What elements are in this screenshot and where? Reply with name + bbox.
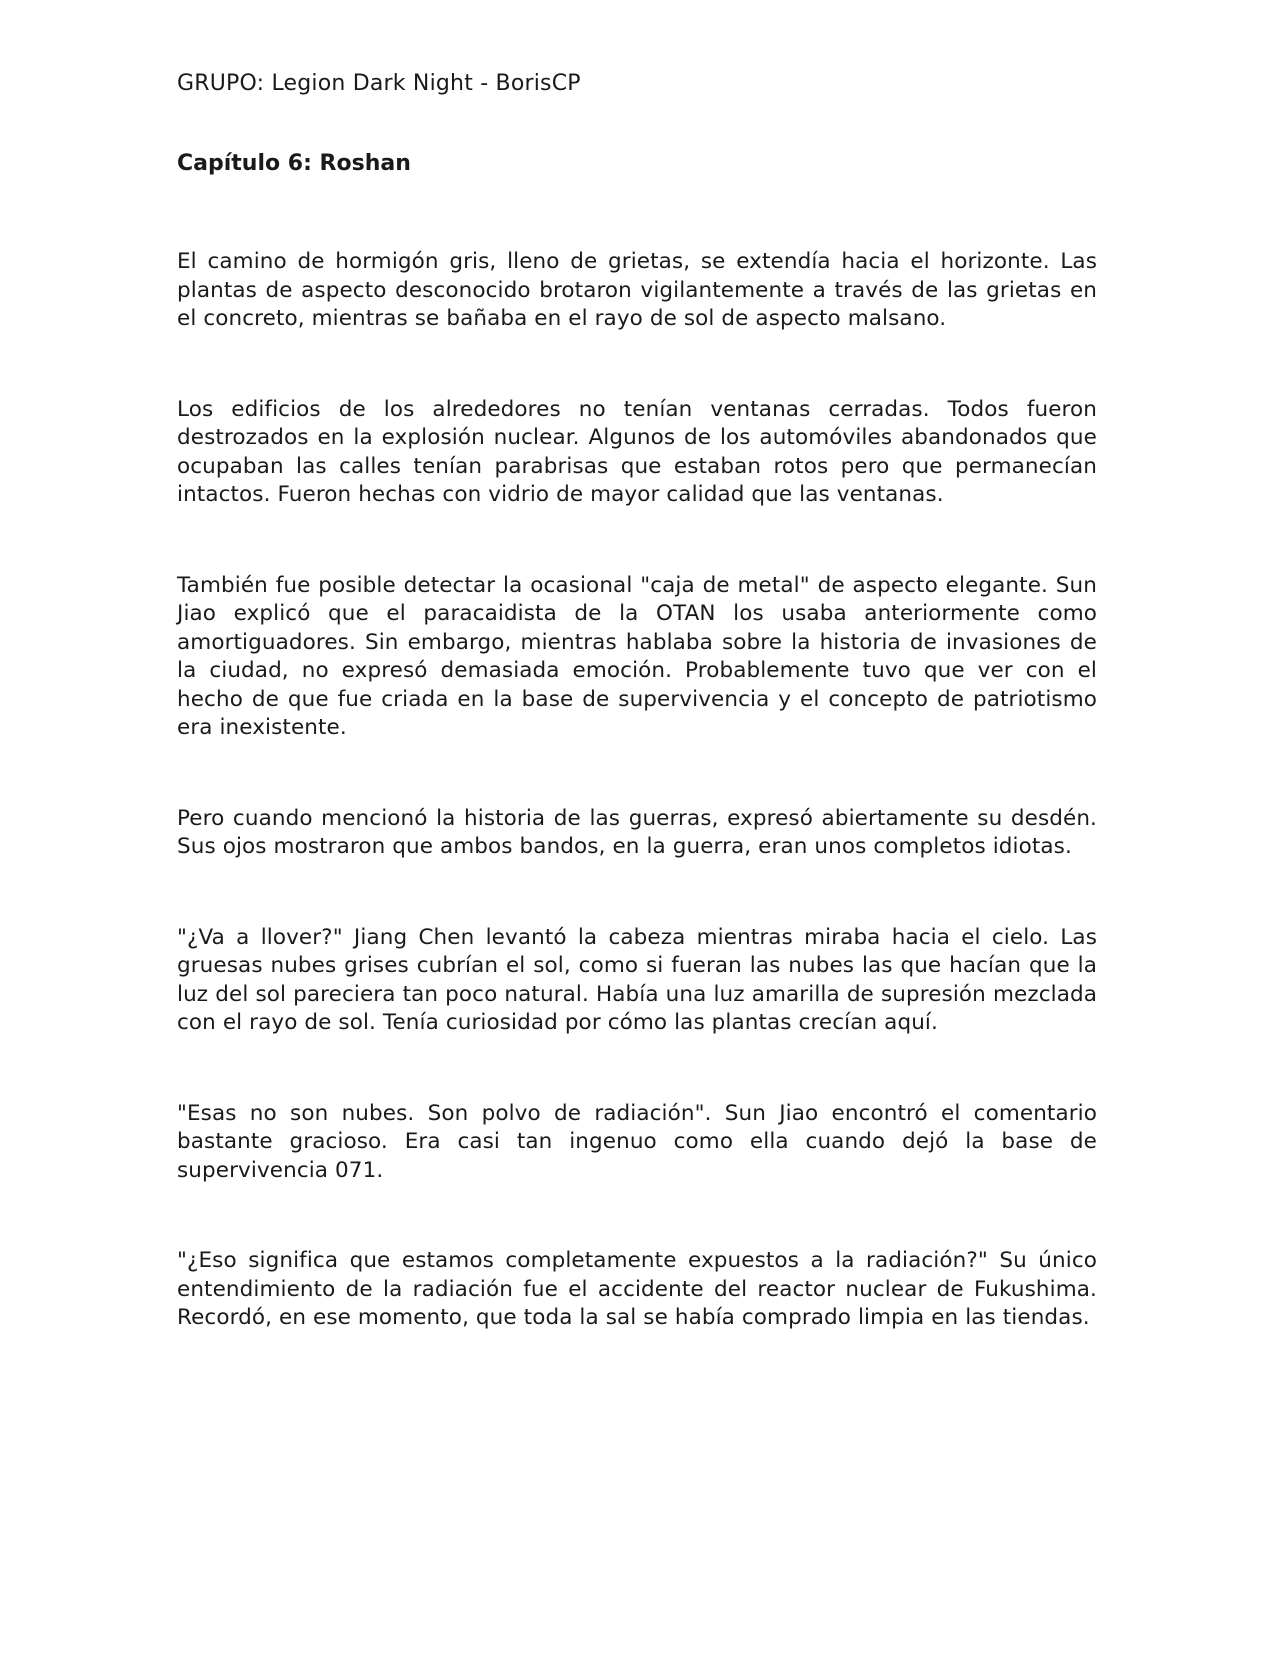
paragraph: "¿Va a llover?" Jiang Chen levantó la cabeza mientras miraba hacia el cielo. Las gruesas nubes grises cubrían el sol, como si fueran las nubes las que hacían que la luz del sol pareciera tan poco natural. Había una luz amarilla de supresión mezclada con el rayo de sol. Tenía curiosidad por cómo las plantas crecían aquí.: [177, 924, 1097, 1035]
paragraph: Los edificios de los alrededores no tenían ventanas cerradas. Todos fueron destrozados en la explosión nuclear. Algunos de los automóviles abandonados que ocupaban las calles tenían parabrisas que estaban rotos pero que permanecían intactos. Fueron hechas con vidrio de mayor calidad que las ventanas.: [177, 396, 1097, 507]
document-page: [177, 70, 1097, 1395]
chapter-title: Capítulo 6: Roshan: [177, 151, 411, 176]
paragraph: "Esas no son nubes. Son polvo de radiación". Sun Jiao encontró el comentario bastante gracioso. Era casi tan ingenuo como ella cuando dejó la base de supervivencia 071.: [177, 1100, 1097, 1183]
group-credit-line: GRUPO: Legion Dark Night - BorisCP: [177, 71, 581, 96]
paragraph: El camino de hormigón gris, lleno de grietas, se extendía hacia el horizonte. Las plantas de aspecto desconocido brotaron vigilantemente a través de las grietas en el concreto, mientras se bañaba en el rayo de sol de aspecto malsano.: [177, 249, 1097, 331]
paragraph: "¿Eso significa que estamos completamente expuestos a la radiación?" Su único entendimiento de la radiación fue el accidente del reactor nuclear de Fukushima. Recordó, en ese momento, que toda la sal se había comprado limpia en las tiendas.: [177, 1248, 1097, 1330]
paragraph: Pero cuando mencionó la historia de las guerras, expresó abiertamente su desdén. Sus ojos mostraron que ambos bandos, en la guerra, eran unos completos idiotas.: [177, 805, 1097, 859]
paragraph: También fue posible detectar la ocasional "caja de metal" de aspecto elegante. Sun Jiao explicó que el paracaidista de la OTAN los usaba anteriormente como amortiguadores. Sin embargo, mientras hablaba sobre la historia de invasiones de la ciudad, no expresó demasiada emoción. Probablemente tuvo que ver con el hecho de que fue criada en la base de supervivencia y el concepto de patriotismo era inexistente.: [177, 572, 1097, 740]
